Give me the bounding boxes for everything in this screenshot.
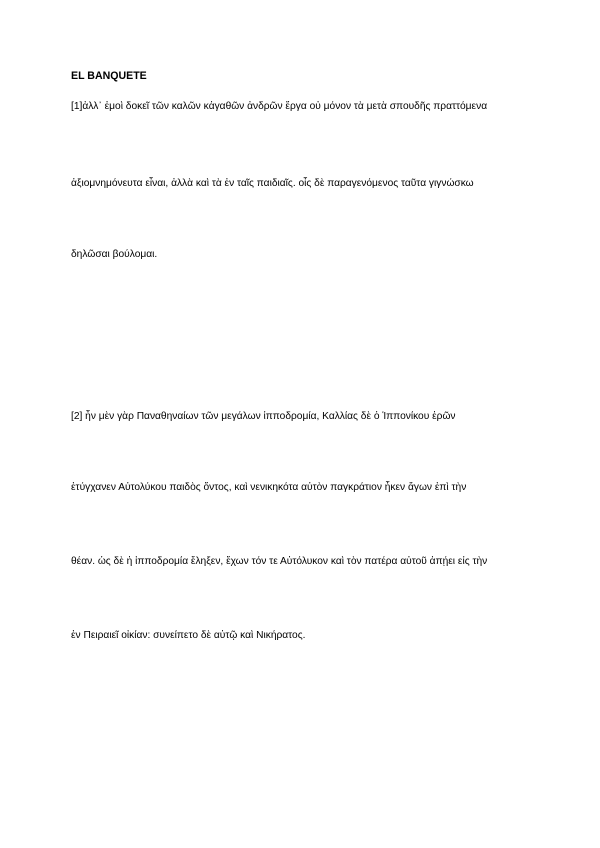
paragraph-line: θέαν. ὡς δὲ ἡ ἱπποδρομία ἔληξεν, ἔχων τόν τε Αὐτόλυκον καὶ τὸν πατέρα αὐτοῦ ἀπῄει εἰς τὴν [71, 556, 488, 567]
paragraph-line: ἐτύγχανεν Αὐτολύκου παιδὸς ὄντος, καὶ νενικηκότα αὐτὸν παγκράτιον ἧκεν ἄγων ἐπὶ τὴν [71, 482, 467, 493]
paragraph-line: ἐν Πειραιεῖ οἰκίαν: συνείπετο δὲ αὐτῷ καὶ Νικήρατος. [71, 630, 306, 641]
paragraph-line: ἀξιομνημόνευτα εἶναι, ἀλλὰ καὶ τὰ ἐν ταῖς παιδιαῖς. οἷς δὲ παραγενόμενος ταῦτα γιγνώσκω [71, 178, 474, 189]
document-title: EL BANQUETE [71, 70, 147, 82]
paragraph-line: [1]ἀλλ᾽ ἐμοὶ δοκεῖ τῶν καλῶν κἀγαθῶν ἀνδρῶν ἔργα οὐ μόνον τὰ μετὰ σπουδῆς πραττόμενα [71, 101, 488, 112]
paragraph-line: [2] ἦν μὲν γὰρ Παναθηναίων τῶν μεγάλων ἱπποδρομία, Καλλίας δὲ ὁ Ἱππονίκου ἐρῶν [71, 411, 456, 422]
paragraph-line: δηλῶσαι βούλομαι. [71, 249, 158, 260]
